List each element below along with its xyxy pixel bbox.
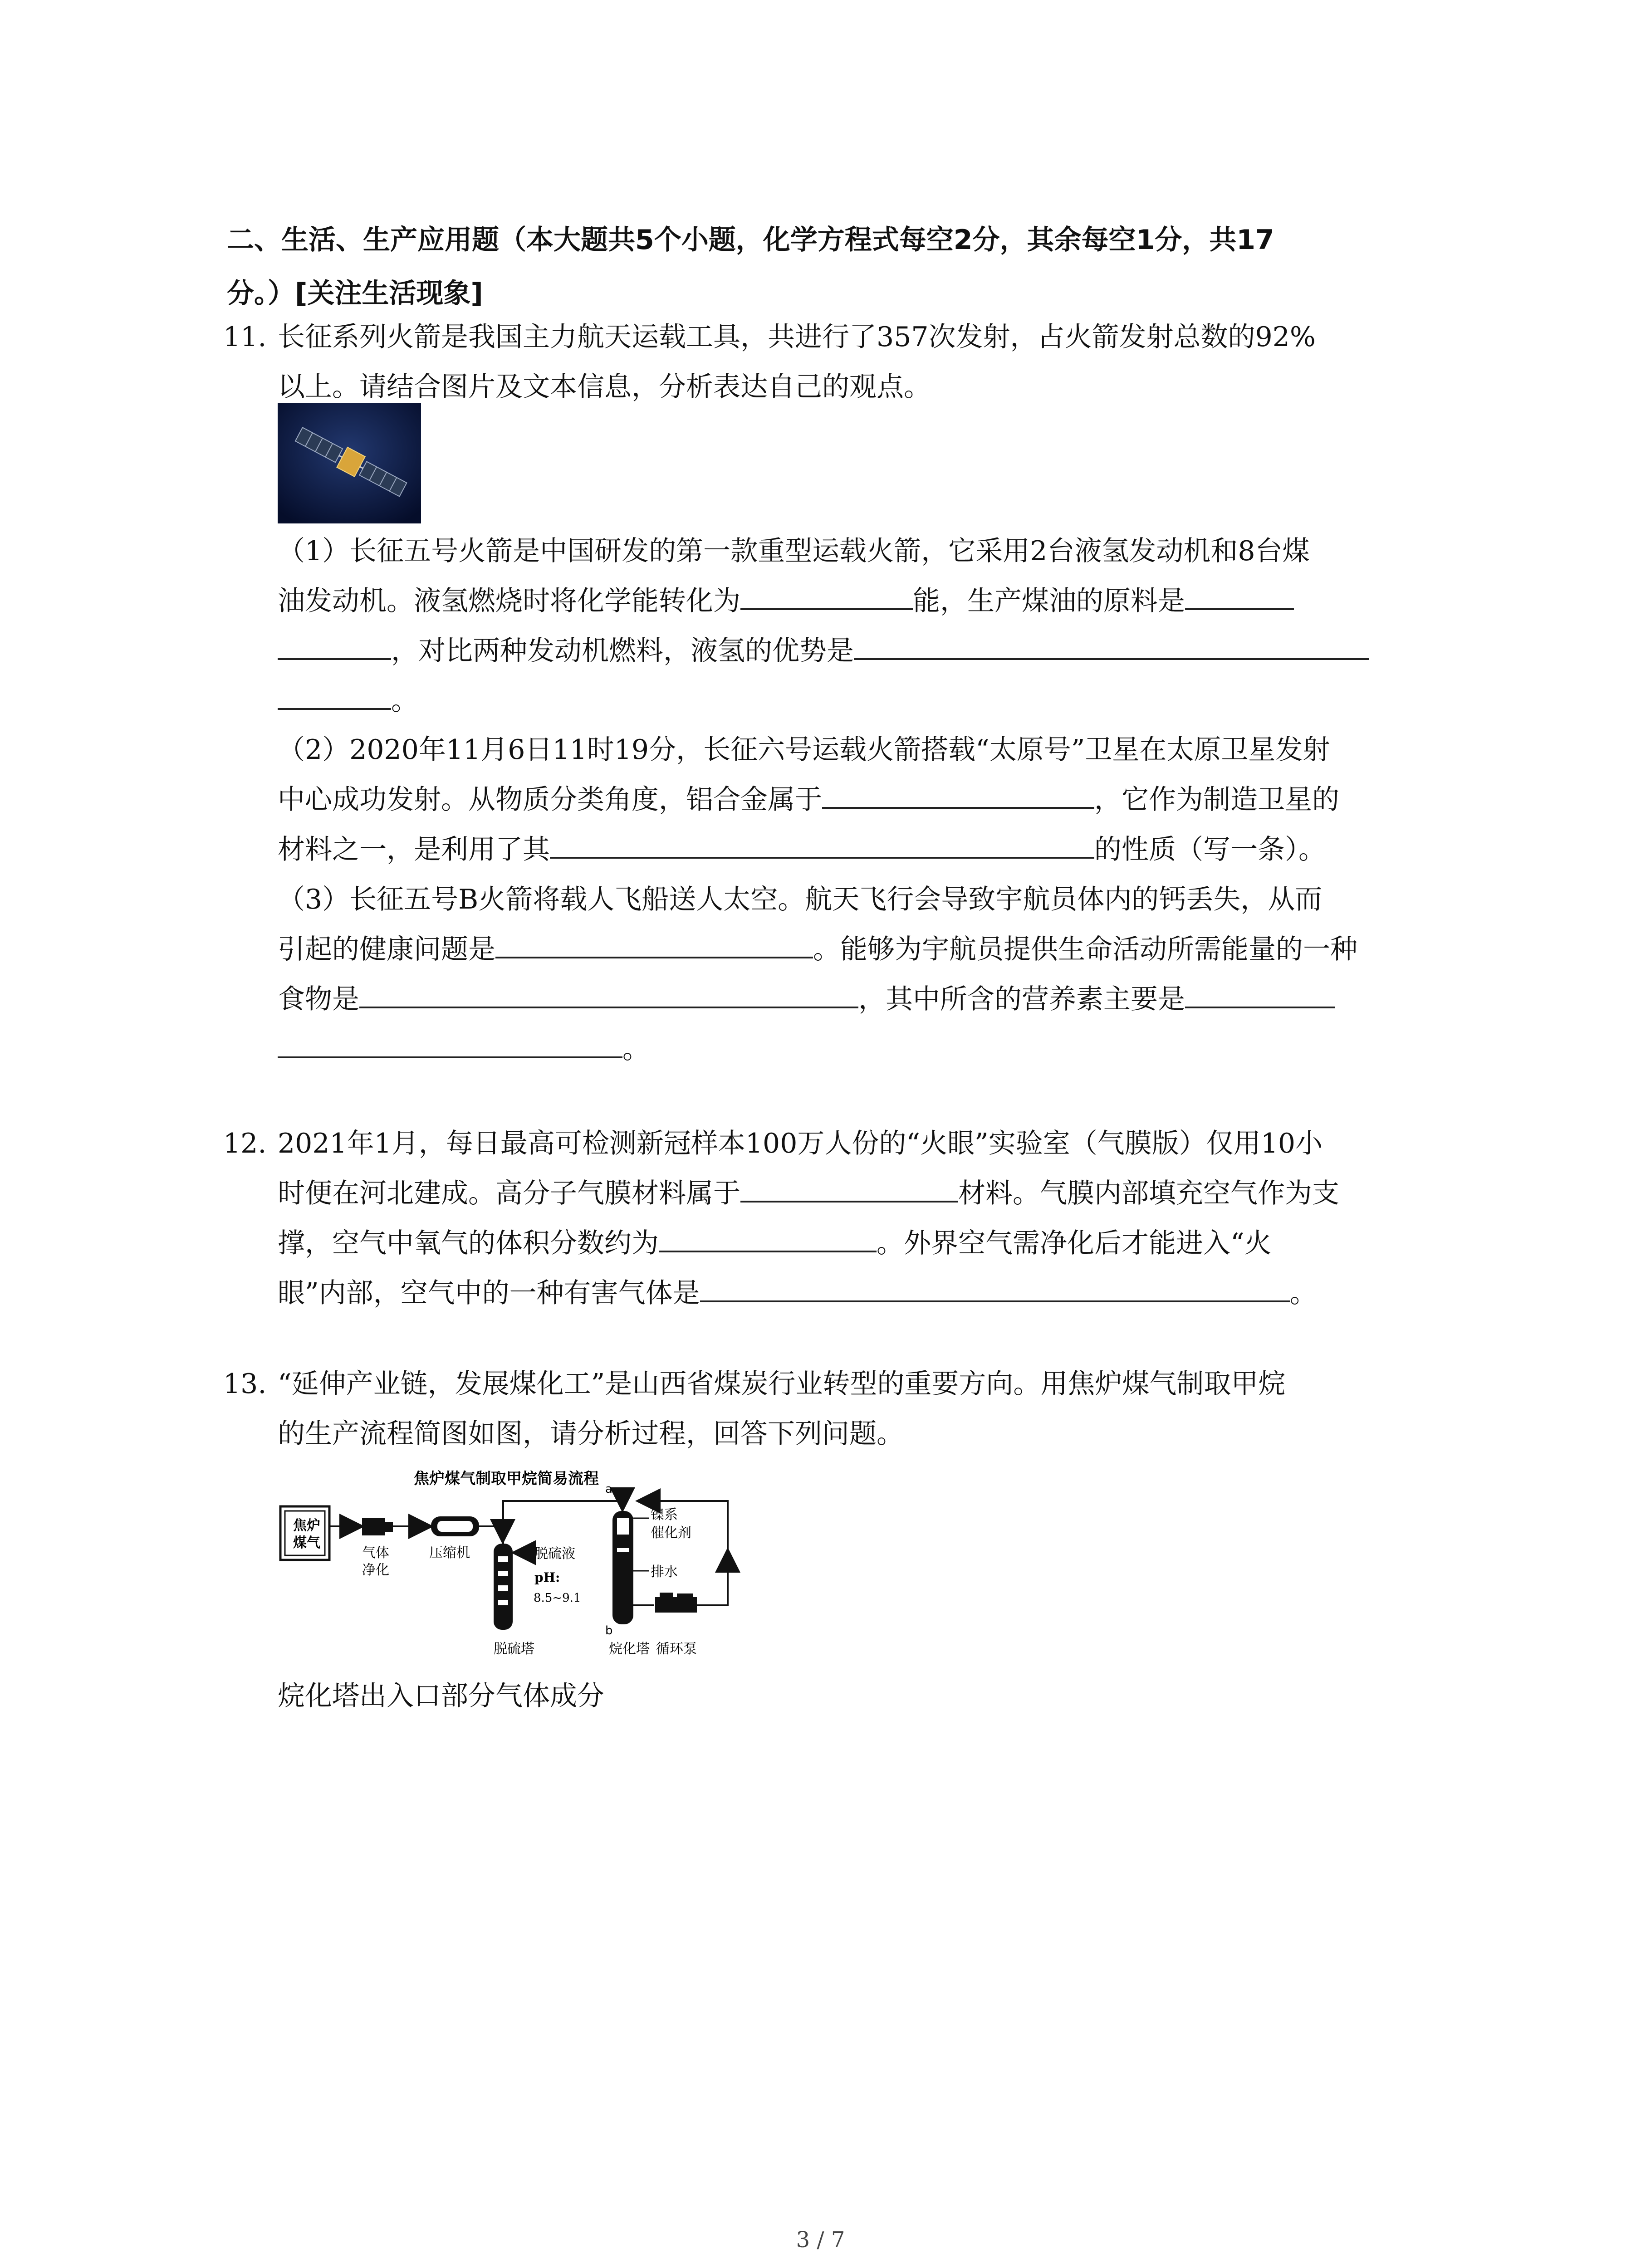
answer-blank-hydrogen-advantage-cont[interactable] bbox=[278, 681, 391, 710]
q11-part3 bbox=[278, 875, 1453, 1074]
q11-p3-text: 食物是 bbox=[278, 983, 359, 1015]
q11-p2-text: 的性质（写一条）。 bbox=[1094, 834, 1326, 865]
answer-blank-food[interactable] bbox=[359, 979, 858, 1008]
q12-line1: 2021年1月，每日最高可检测新冠样本100万人份的“火眼”实验室（气膜版）仅用10小 bbox=[278, 1128, 1323, 1159]
answer-blank-nutrient[interactable] bbox=[1185, 979, 1335, 1008]
q11-intro-line2: 以上。请结合图片及文本信息，分析表达自己的观点。 bbox=[278, 371, 931, 403]
q12-text: 眼”内部，空气中的一种有害气体是 bbox=[278, 1277, 700, 1309]
answer-blank-oxygen-fraction[interactable] bbox=[659, 1223, 877, 1252]
section-title-line1: 二、生活、生产应用题（本大题共5个小题，化学方程式每空2分，其余每空1分，共17 bbox=[227, 224, 1274, 256]
answer-blank-nutrient-cont[interactable] bbox=[278, 1029, 622, 1058]
question-number: 13. bbox=[223, 1368, 267, 1400]
q11-p3-line1: （3）长征五号B火箭将载人飞船送人太空。航天飞行会导致宇航员体内的钙丢失，从而 bbox=[278, 884, 1323, 915]
answer-blank-alloy-property[interactable] bbox=[550, 830, 1094, 859]
compressor-label: 压缩机 bbox=[429, 1545, 470, 1561]
methanation-tower-label: 烷化塔 bbox=[609, 1641, 650, 1657]
compressor bbox=[429, 1516, 479, 1561]
answer-blank-health-problem[interactable] bbox=[495, 929, 813, 958]
desulf-liquid-label: 脱硫液 bbox=[534, 1546, 575, 1562]
q11-p1-text: 能，生产煤油的原料是 bbox=[913, 585, 1185, 617]
catalyst-label: 镍系 bbox=[651, 1507, 678, 1523]
q12-text: 时便在河北建成。高分子气膜材料属于 bbox=[278, 1178, 740, 1209]
section-title-line2: 分。）[关注生活现象] bbox=[227, 278, 483, 309]
q13-line2: 的生产流程简图如图，请分析过程，回答下列问题。 bbox=[278, 1418, 904, 1450]
outlet-b-label: b bbox=[605, 1624, 613, 1637]
coke-oven-gas-box bbox=[280, 1506, 329, 1560]
purify-label: 净化 bbox=[362, 1562, 389, 1578]
inlet-a-label: a bbox=[605, 1482, 612, 1496]
q11-part1 bbox=[278, 526, 1453, 726]
process-flow-diagram bbox=[278, 1467, 790, 1662]
q11-part2 bbox=[278, 725, 1453, 875]
circulation-pump bbox=[655, 1593, 697, 1657]
answer-blank-kerosene-source[interactable] bbox=[1185, 581, 1294, 610]
q11-p1-text: 油发动机。液氢燃烧时将化学能转化为 bbox=[278, 585, 740, 617]
q11-p3-text: 。 bbox=[622, 1033, 650, 1065]
pump-label: 循环泵 bbox=[656, 1641, 697, 1657]
q11-intro-line1: 长征系列火箭是我国主力航天运载工具，共进行了357次发射，占火箭发射总数的92% bbox=[278, 321, 1316, 353]
gas-purifier bbox=[362, 1518, 393, 1578]
q12-text: 。 bbox=[1289, 1277, 1317, 1309]
question-number: 12. bbox=[223, 1128, 267, 1159]
drain-label: 排水 bbox=[651, 1564, 678, 1580]
catalyst-label: 催化剂 bbox=[651, 1525, 691, 1541]
q12-text: 。外界空气需净化后才能进入“火 bbox=[877, 1227, 1272, 1259]
answer-blank-energy[interactable] bbox=[740, 581, 913, 610]
answer-blank-hydrogen-advantage[interactable] bbox=[854, 631, 1369, 660]
answer-blank-alloy-class[interactable] bbox=[822, 780, 1094, 809]
purify-label: 气体 bbox=[362, 1545, 389, 1561]
q11-p3-text: ，其中所含的营养素主要是 bbox=[858, 983, 1185, 1015]
page-number: 3 / 7 bbox=[796, 2227, 845, 2253]
q11-p2-text: 材料之一，是利用了其 bbox=[278, 834, 550, 865]
q11-p2-line1: （2）2020年11月6日11时19分，长征六号运载火箭搭载“太原号”卫星在太原卫星发射 bbox=[278, 734, 1330, 766]
q11-p2-text: ，它作为制造卫星的 bbox=[1094, 784, 1339, 816]
q11-p2-text: 中心成功发射。从物质分类角度，铝合金属于 bbox=[278, 784, 822, 816]
q12-text: 撑，空气中氧气的体积分数约为 bbox=[278, 1227, 659, 1259]
desulfurization-tower bbox=[494, 1544, 534, 1657]
q11-p3-text: 引起的健康问题是 bbox=[278, 934, 495, 965]
q13-line1: “延伸产业链，发展煤化工”是山西省煤炭行业转型的重要方向。用焦炉煤气制取甲烷 bbox=[278, 1368, 1286, 1400]
ph-range: 8.5~9.1 bbox=[534, 1591, 581, 1605]
q11-p1-text: 。 bbox=[391, 685, 418, 717]
answer-blank-harmful-gas[interactable] bbox=[700, 1273, 1290, 1302]
q12-text: 材料。气膜内部填充空气作为支 bbox=[958, 1178, 1339, 1209]
desulf-tower-label: 脱硫塔 bbox=[494, 1641, 534, 1657]
diagram-title: 焦炉煤气制取甲烷简易流程 bbox=[414, 1470, 599, 1488]
answer-blank-material-type[interactable] bbox=[740, 1173, 958, 1202]
section-header bbox=[227, 213, 1461, 320]
satellite-icon bbox=[278, 403, 421, 523]
q11-p1-line1: （1）长征五号火箭是中国研发的第一款重型运载火箭，它采用2台液氢发动机和8台煤 bbox=[278, 535, 1310, 567]
question-number: 11. bbox=[223, 321, 267, 353]
answer-blank-kerosene-source-cont[interactable] bbox=[278, 631, 391, 660]
coke-gas-label: 煤气 bbox=[293, 1535, 320, 1551]
ph-label: pH: bbox=[534, 1570, 560, 1585]
methanation-tower bbox=[609, 1511, 650, 1657]
q11-p3-text: 。能够为宇航员提供生命活动所需能量的一种 bbox=[813, 934, 1357, 965]
satellite-photo bbox=[278, 403, 421, 523]
coke-gas-label: 焦炉 bbox=[293, 1518, 320, 1534]
q13-caption: 烷化塔出入口部分气体成分 bbox=[278, 1680, 604, 1712]
q11-p1-text: ，对比两种发动机燃料，液氢的优势是 bbox=[391, 635, 854, 667]
